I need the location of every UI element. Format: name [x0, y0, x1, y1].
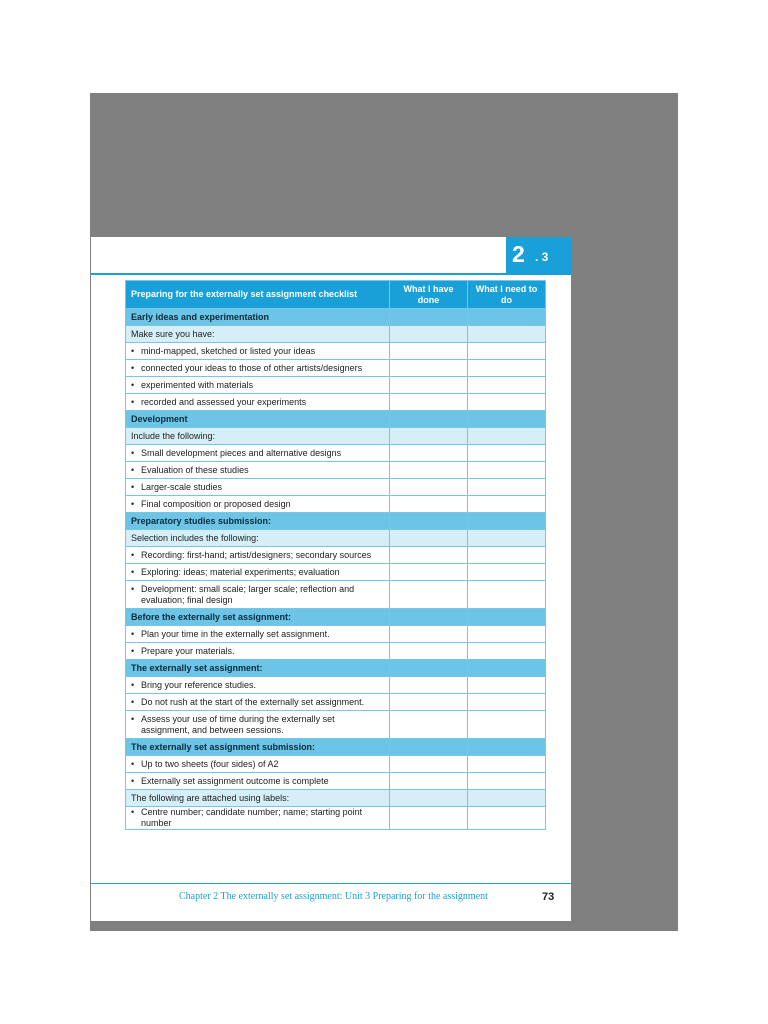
section-row [126, 411, 546, 428]
bullet-icon: • [131, 696, 135, 707]
checklist-item-text [126, 360, 390, 377]
row-label: Evaluation of these studies [141, 464, 249, 475]
done-checkbox-cell[interactable] [390, 462, 468, 479]
checklist-item-text [126, 343, 390, 360]
page-number: 73 [542, 891, 555, 903]
todo-checkbox-cell[interactable] [468, 411, 546, 428]
row-label: The externally set assignment: [131, 662, 263, 673]
section-row [126, 609, 546, 626]
bullet-icon: • [131, 583, 135, 594]
intro-row [126, 530, 546, 547]
done-checkbox-cell[interactable] [390, 394, 468, 411]
done-checkbox-cell[interactable] [390, 377, 468, 394]
section-row [126, 513, 546, 530]
bullet-icon: • [131, 807, 135, 817]
row-label: Assess your use of time during the externally set assignment, and between sessions. [141, 713, 335, 735]
intro-row [126, 428, 546, 445]
done-checkbox-cell[interactable] [390, 309, 468, 326]
checklist-row [126, 773, 546, 790]
checklist-row [126, 547, 546, 564]
todo-checkbox-cell[interactable] [468, 343, 546, 360]
checklist-item-text [126, 694, 390, 711]
done-checkbox-cell[interactable] [390, 581, 468, 609]
row-label: Recording: first-hand; artist/designers; secondary sources [141, 549, 372, 560]
checklist-item-text [126, 564, 390, 581]
intro-text [126, 790, 390, 807]
checklist-row [126, 496, 546, 513]
done-checkbox-cell[interactable] [390, 756, 468, 773]
section-heading [126, 309, 390, 326]
todo-checkbox-cell[interactable] [468, 496, 546, 513]
done-checkbox-cell[interactable] [390, 739, 468, 756]
checklist-item-text [126, 756, 390, 773]
checklist-row [126, 479, 546, 496]
done-checkbox-cell[interactable] [390, 660, 468, 677]
todo-checkbox-cell[interactable] [468, 790, 546, 807]
done-checkbox-cell[interactable] [390, 445, 468, 462]
checklist-item-text [126, 711, 390, 739]
section-heading [126, 609, 390, 626]
todo-checkbox-cell[interactable] [468, 677, 546, 694]
row-label: connected your ideas to those of other artists/designers [141, 362, 363, 373]
done-checkbox-cell[interactable] [390, 677, 468, 694]
todo-checkbox-cell[interactable] [468, 739, 546, 756]
row-label: experimented with materials [141, 379, 254, 390]
row-label: recorded and assessed your experiments [141, 396, 307, 407]
row-label: The externally set assignment submission: [131, 741, 316, 752]
done-checkbox-cell[interactable] [390, 496, 468, 513]
row-label: Small development pieces and alternative designs [141, 447, 342, 458]
bullet-icon: • [131, 645, 135, 656]
section-number: . 3 [535, 250, 549, 264]
done-checkbox-cell[interactable] [390, 360, 468, 377]
row-label: Exploring: ideas; material experiments; evaluation [141, 566, 340, 577]
checklist-item-text [126, 377, 390, 394]
row-label: Include the following: [131, 430, 216, 441]
checklist-item-text [126, 479, 390, 496]
done-checkbox-cell[interactable] [390, 609, 468, 626]
row-label: Centre number; candidate number; name; starting point number [141, 807, 363, 828]
bullet-icon: • [131, 775, 135, 786]
bullet-icon: • [131, 498, 135, 509]
row-label: Bring your reference studies. [141, 679, 257, 690]
bullet-icon: • [131, 758, 135, 769]
checklist-item-text [126, 496, 390, 513]
checklist-row [126, 807, 546, 830]
checklist-row [126, 581, 546, 609]
todo-checkbox-cell[interactable] [468, 643, 546, 660]
row-label: Externally set assignment outcome is complete [141, 775, 329, 786]
checklist-item-text [126, 807, 390, 830]
todo-checkbox-cell[interactable] [468, 564, 546, 581]
done-checkbox-cell[interactable] [390, 773, 468, 790]
todo-checkbox-cell[interactable] [468, 377, 546, 394]
row-label: Do not rush at the start of the externally set assignment. [141, 696, 365, 707]
todo-checkbox-cell[interactable] [468, 360, 546, 377]
footer-chapter-title: Chapter 2 The externally set assignment: Unit 3 Preparing for the assignment [179, 891, 488, 902]
row-label: Before the externally set assignment: [131, 611, 292, 622]
bullet-icon: • [131, 396, 135, 407]
todo-checkbox-cell[interactable] [468, 547, 546, 564]
done-checkbox-cell[interactable] [390, 428, 468, 445]
section-heading [126, 513, 390, 530]
checklist-row [126, 756, 546, 773]
todo-checkbox-cell[interactable] [468, 513, 546, 530]
bullet-icon: • [131, 447, 135, 458]
todo-checkbox-cell[interactable] [468, 626, 546, 643]
checklist-row [126, 711, 546, 739]
bullet-icon: • [131, 566, 135, 577]
done-checkbox-cell[interactable] [390, 626, 468, 643]
done-checkbox-cell[interactable] [390, 790, 468, 807]
checklist-row [126, 626, 546, 643]
intro-text [126, 326, 390, 343]
row-label: Larger-scale studies [141, 481, 223, 492]
checklist-item-text [126, 626, 390, 643]
todo-checkbox-cell[interactable] [468, 445, 546, 462]
row-label: Preparatory studies submission: [131, 515, 272, 526]
done-checkbox-cell[interactable] [390, 547, 468, 564]
done-checkbox-cell[interactable] [390, 643, 468, 660]
row-label: mind-mapped, sketched or listed your ideas [141, 345, 316, 356]
row-label: Make sure you have: [131, 328, 215, 339]
intro-row [126, 326, 546, 343]
bullet-icon: • [131, 379, 135, 390]
todo-checkbox-cell[interactable] [468, 326, 546, 343]
header-rule [91, 273, 571, 275]
checklist-item-text [126, 462, 390, 479]
bullet-icon: • [131, 345, 135, 356]
row-label: Selection includes the following: [131, 532, 259, 543]
done-checkbox-cell[interactable] [390, 411, 468, 428]
section-row [126, 660, 546, 677]
bullet-icon: • [131, 713, 135, 724]
todo-checkbox-cell[interactable] [468, 807, 546, 830]
bullet-icon: • [131, 464, 135, 475]
row-label: Development: small scale; larger scale; reflection and evaluation; final design [141, 583, 355, 605]
bullet-icon: • [131, 549, 135, 560]
checklist-row [126, 394, 546, 411]
todo-checkbox-cell[interactable] [468, 581, 546, 609]
intro-text [126, 530, 390, 547]
checklist-row [126, 564, 546, 581]
bullet-icon: • [131, 679, 135, 690]
chapter-tab [506, 237, 571, 273]
intro-row [126, 790, 546, 807]
checklist-row [126, 343, 546, 360]
todo-checkbox-cell[interactable] [468, 428, 546, 445]
checklist-item-text [126, 394, 390, 411]
checklist-row [126, 377, 546, 394]
checklist-item-text [126, 445, 390, 462]
section-heading [126, 739, 390, 756]
row-label: Final composition or proposed design [141, 498, 291, 509]
checklist-item-text [126, 677, 390, 694]
row-label: Up to two sheets (four sides) of A2 [141, 758, 279, 769]
row-label: Plan your time in the externally set assignment. [141, 628, 330, 639]
chapter-number: 2 [512, 241, 525, 267]
todo-checkbox-cell[interactable] [468, 711, 546, 739]
checklist-row [126, 694, 546, 711]
section-row [126, 309, 546, 326]
todo-checkbox-cell[interactable] [468, 660, 546, 677]
header-checklist: Preparing for the externally set assignment checklist [126, 281, 390, 309]
todo-checkbox-cell[interactable] [468, 694, 546, 711]
done-checkbox-cell[interactable] [390, 807, 468, 830]
row-label: Early ideas and experimentation [131, 311, 270, 322]
row-label: Prepare your materials. [141, 645, 235, 656]
table-header-row [126, 281, 546, 309]
checklist-row [126, 445, 546, 462]
section-heading [126, 411, 390, 428]
done-checkbox-cell[interactable] [390, 530, 468, 547]
done-checkbox-cell[interactable] [390, 694, 468, 711]
checklist-item-text [126, 773, 390, 790]
section-row [126, 739, 546, 756]
row-label: Development [131, 413, 188, 424]
bullet-icon: • [131, 481, 135, 492]
checklist-row [126, 360, 546, 377]
todo-checkbox-cell[interactable] [468, 394, 546, 411]
todo-checkbox-cell[interactable] [468, 309, 546, 326]
todo-checkbox-cell[interactable] [468, 756, 546, 773]
checklist-item-text [126, 643, 390, 660]
bullet-icon: • [131, 628, 135, 639]
todo-checkbox-cell[interactable] [468, 609, 546, 626]
header-todo: What I need to do [468, 281, 546, 309]
done-checkbox-cell[interactable] [390, 711, 468, 739]
done-checkbox-cell[interactable] [390, 326, 468, 343]
todo-checkbox-cell[interactable] [468, 462, 546, 479]
intro-text [126, 428, 390, 445]
done-checkbox-cell[interactable] [390, 564, 468, 581]
todo-checkbox-cell[interactable] [468, 479, 546, 496]
section-heading [126, 660, 390, 677]
done-checkbox-cell[interactable] [390, 513, 468, 530]
checklist-row [126, 643, 546, 660]
bullet-icon: • [131, 362, 135, 373]
header-done: What I have done [390, 281, 468, 309]
checklist-item-text [126, 547, 390, 564]
todo-checkbox-cell[interactable] [468, 530, 546, 547]
done-checkbox-cell[interactable] [390, 479, 468, 496]
checklist-row [126, 462, 546, 479]
done-checkbox-cell[interactable] [390, 343, 468, 360]
checklist-table [125, 280, 546, 830]
footer-rule [91, 883, 571, 884]
checklist-row [126, 677, 546, 694]
row-label: The following are attached using labels: [131, 792, 290, 803]
todo-checkbox-cell[interactable] [468, 773, 546, 790]
checklist-item-text [126, 581, 390, 609]
